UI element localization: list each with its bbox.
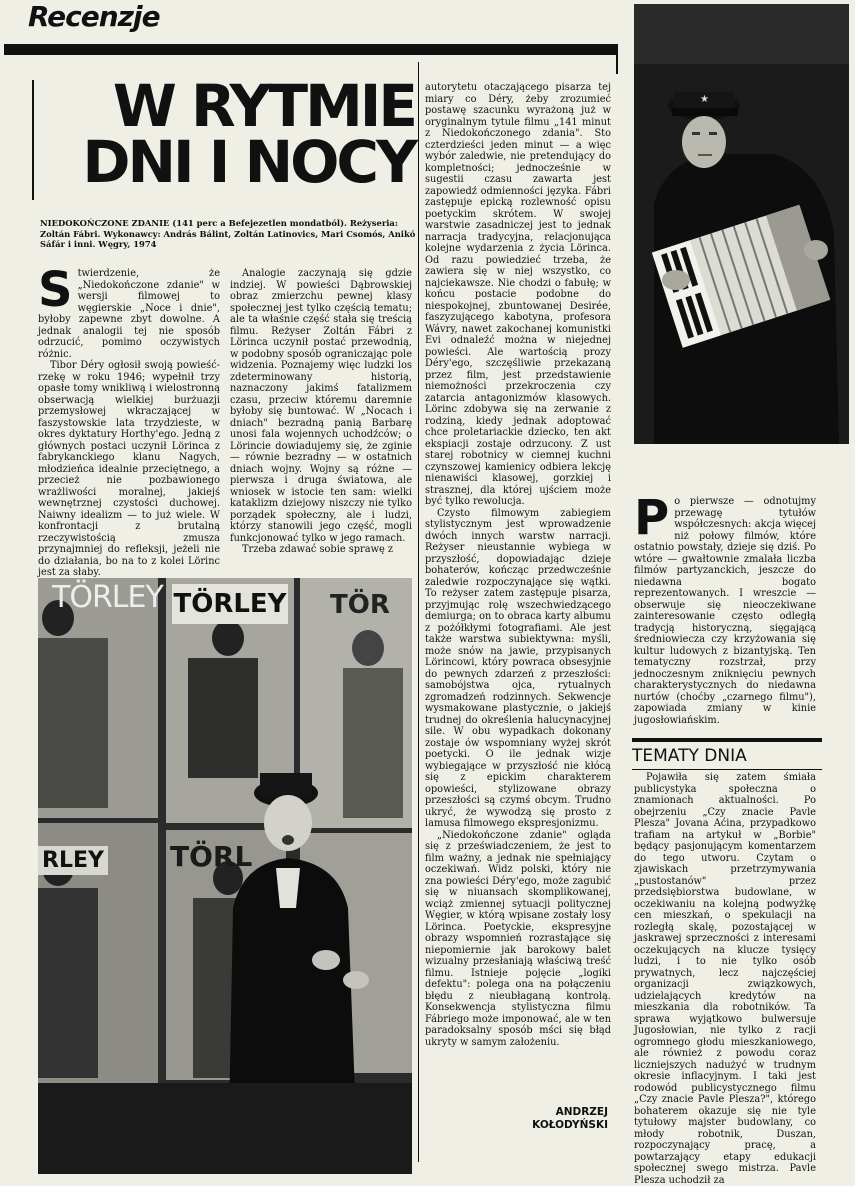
paragraph: Czysto filmowym zabiegiem stylistycznym jest wprowadzenie dwóch innych warstw narracji. Reżyser nieustannie wybiega w przyszłość, dopowiadając dzieje bohaterów, kończąc przedwcześnie zaledwie rozpoczynające się wątki. To reżyser zatem zastępuje pisarza, przyjmując rolę wszechwiedzącego demiurga; on to obraca karty albumu z pożółkłymi fotografiami. Ale jest także warstwa subiektywna: myśli, może snów na jawie, przypisanych Lörincowi, który powraca obsesyjnie do pewnych zdarzeń z przeszłości: samobójstwa ojca, rytualnych zgromadzeń rodzinnych. Sekwencje wysmakowane plastycznie, o jakiejś trudnej do określenia halucynacyjnej sile. W obu wypadkach dokonany zostaje ów wspomniany wyżej skrót poetycki. O ile jednak wizje wybiegające w przyszłość nie kłócą się z epickim charakterem opowieści, stylizowane obrazy przeszłości są czymś obcym. Trudno ukryć, że wywodzą się prosto z lamusa filmowego ekspresjonizmu. xyxy=(425,507,611,829)
section-heading-temata-dnia: TEMATY DNIA xyxy=(632,738,822,770)
cap-badge-icon: ★ xyxy=(700,94,709,105)
paragraph: Trzeba zdawać sobie sprawę z xyxy=(242,544,394,555)
poster-label: RLEY xyxy=(38,846,108,875)
header-rule xyxy=(4,44,616,55)
photo-torley-posters-image xyxy=(38,578,412,1174)
article-column-2 xyxy=(230,268,412,568)
photo-accordion-player-image xyxy=(634,4,849,444)
author-signature xyxy=(480,1106,608,1132)
column-border-right xyxy=(616,44,618,74)
poster-label: TÖRL xyxy=(170,840,253,873)
article-column-3 xyxy=(425,82,611,1100)
title-line-1: W RYTMIE xyxy=(112,72,415,140)
poster-label: TÖR xyxy=(330,590,390,620)
paragraph: Analogie zaczynają się gdzie indziej. W powieści Dąbrowskiej obraz zmierzchu pewnej klasy społecznej jest tylko częścią tematu; ale ta właśnie część stała się treścią filmu. Reżyser Zoltán Fábri z Lörinca uczynił postać przewodnią, w podobny sposób ograniczając pole widzenia. Poznajemy więc ludzki los zdeterminowany historią, naznaczony jakimś fatalizmem czasu, przeciw któremu daremnie byłoby się buntować. W „Nocach i dniach" bezradną panią Barbarę unosi fala wojennych uchodźców; o Lörincie dowiadujemy się, że zginie — równie bezradny — w ostatnich dniach wojny. Wojny są różne — pierwsza i druga światowa, ale wniosek w istocie ten sam: wielki kataklizm dziejowy niszczy nie tylko porządek społeczny, ale i ludzi, którzy stanowili jego część, mogli funkcjonować tylko w jego ramach. xyxy=(230,268,412,544)
author-last-name: KOŁODYŃSKI xyxy=(532,1119,608,1131)
paragraph: Pojawiła się zatem śmiała publicystyka społeczna o znamionach aktualności. Po obejrzeniu „Czy znacie Pavle Plesza" Jovana Aćina, przypadkowo trafiam na artykuł w „Borbie" będący pasjonującym komentarzem do tego utworu. Czytam o zjawiskach przetrzymywania „pustostanów" przez przedsiębiorstwa budowlane, w oczekiwaniu na kolejną podwyżkę cen mieszkań, o spekulacji na rozległą skalę, pozostającej w jaskrawej sprzeczności z interesami oczekujących na klucze tysięcy ludzi, i to nie tylko osób prywatnych, lecz najczęściej organizacji związkowych, udzielających kredytów na mieszkania dla robotników. Ta sprawa wyjątkowo bulwersuje Jugosłowian, nie tylko z racji ogromnego głodu mieszkaniowego, ale również z powodu coraz liczniejszych nadużyć w trudnym okresie inflacyjnym. I taki jest rodowód publicystycznego filmu „Czy znacie Pavle Plesza?", którego bohaterem okazuje się nie tyle tytułowy majster budowlany, co młody robotnik, Duszan, rozpoczynający pracę, a powtarzający etapy edukacji społecznej swego mistrza. Pavle Plesza uchodził za xyxy=(634,772,816,1186)
photo-torley-posters xyxy=(38,578,412,1174)
article-title xyxy=(60,72,415,196)
column-border-left xyxy=(32,80,34,200)
author-first-name: ANDRZEJ xyxy=(555,1106,608,1118)
paragraph: „Niedokończone zdanie" ogląda się z przeświadczeniem, że jest to film ważny, a jednak nie spełniający oczekiwań. Widz polski, który nie zna powieści Déry'ego, może zagubić się w niuansach skomplikowanej, wciąż zmiennej sytuacji politycznej Węgier, w którą wpisane zostały losy Lörinca. Poetyckie, ekspresyjne obrazy wspomnień rozrastające się niepomiernie jak barokowy balet wizualny przesłaniają właściwą treść filmu. Istnieje pojęcie „logiki defektu": polega ona na połączeniu błędu z nieubłaganą kontrolą. Konsekwencja stylistyczna filmu Fábriego może imponować, ale w ten paradoksalny sposób mści się błąd ukryty w samym założeniu. xyxy=(425,829,611,1048)
article-column-5 xyxy=(634,772,816,1186)
paragraph: autorytetu otaczającego pisarza tej miary co Déry, żeby zrozumieć postawę szacunku wyrażoną już w oryginalnym tytule filmu „141 minut z Niedokończonego zdania". Sto czterdzieści jeden minut — a więc wybór zaledwie, nie pretendujący do kompletności; jednocześnie w sugestii czasu zawarta jest zapowiedź odmienności języka. Fábri zastępuje epicką rozlewność opisu poetyckim skrótem. W swojej warstwie zasadniczej jest to jednak narracja tradycyjna, relacjonująca kolejne wydarzenia z życia Lörinca. Od razu powiedzieć trzeba, że zawiera się w niej wszystko, co najciekawsze. Nie chodzi o fabułę; w końcu postacie podobne do niespokojnej, zbuntowanej Desirée, faszyzującego kabotyna, profesora Wávry, nawet zakochanej komunistki Evi odnaleźć można w niejednej powieści. Ale wartością prozy Déry'ego, szczęśliwie przekazaną przez film, jest przedstawienie niemożności przekroczenia czy zatarcia antagonizmów klasowych. Lörinc zdobywa się na zerwanie z rodziną, kiedy jednak adoptować chce proletariackie dziecko, ten akt ekspiacji zostaje odrzucony. Z ust starej robotnicy w ciemnej kuchni czynszowej kamienicy odbiera lekcję nienawiści klasowej, gorzkiej i strasznej, dla której ujściem może być tylko rewolucja. xyxy=(425,82,611,507)
article-column-4 xyxy=(634,490,816,726)
paragraph: twierdzenie, że „Niedokończone zdanie" w wersji filmowej to węgierskie „Noce i dnie", byłoby zapewne zbyt dowolne. A jednak analogii tej nie sposób odrzucić, pomimo oczywistych różnic. xyxy=(38,268,220,360)
dropcap-s: S xyxy=(38,262,73,318)
film-credits: NIEDOKOŃCZONE ZDANIE (141 perc a Befejezetlen mondatból). Reżyseria: Zoltán Fábri. Wykonawcy: András Bálint, Zoltán Latinovics, Mari Csomós, Anikó Sáfár i inni. Węgry, 1974 xyxy=(40,218,416,249)
photo-accordion-player xyxy=(634,4,849,444)
section-label: Recenzje xyxy=(28,0,160,33)
poster-label: TÖRLEY xyxy=(52,580,163,615)
paragraph: Tibor Déry ogłosił swoją powieść-rzekę w roku 1946; wypełnił trzy opasłe tomy wnikliwą i wielostronną obserwacją wielkiej burżuazji przemysłowej wkraczającej w faszystowskie lata trzydzieste, w okres dyktatury Horthy'ego. Jedną z głównych postaci uczynił Lörinca z fabrykanckiego klanu Nagych, młodzieńca idealnie przeciętnego, a przecież nie pozbawionego wrażliwości moralnej, jakiejś wewnętrznej czystości duchowej. Naiwny idealizm — to już wiele. W konfrontacji z brutalną rzeczywistością zmusza przynajmniej do refleksji, jeżeli nie do działania, bo na to z kolei Lörinc jest za słaby. xyxy=(38,360,220,578)
article-column-1 xyxy=(38,262,220,578)
dropcap-p: P xyxy=(634,490,670,546)
poster-label: TÖRLEY xyxy=(172,584,288,624)
title-line-2: DNI I NOCY xyxy=(82,128,415,196)
paragraph: o pierwsze — odnotujmy przewagę tytułów współczesnych: akcja więcej niż połowy filmów, które ostatnio powstały, dzieje się dziś. Po wtóre — gwałtownie zmalała liczba filmów partyzanckich, jeszcze do niedawna bogato reprezentowanych. I wreszcie — obserwuje się nieoczekiwane zainteresowanie często odległą tradycją historyczną, sięgającą średniowiecza czy krzyżowania się kultur ludowych z bizantyjską. Ten tematyczny rozstrzał, przy jednoczesnym zniknięciu pewnych charakterystycznych do niedawna nurtów (choćby „czarnego filmu"), zapowiada zmiany w kinie jugosłowiańskim. xyxy=(634,496,816,726)
